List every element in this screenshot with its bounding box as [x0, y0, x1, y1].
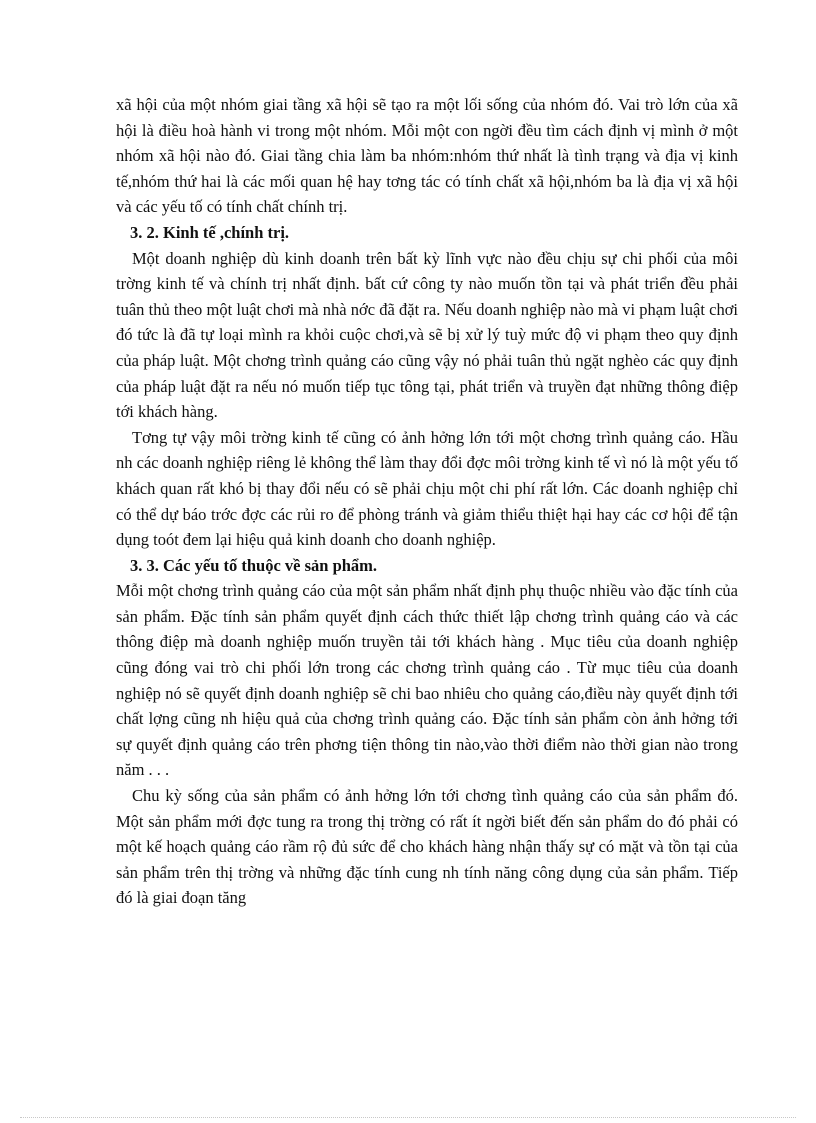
- paragraph: Tơng tự vậy môi trờng kinh tế cũng có ảnh hởng lớn tới một chơng trình quảng cáo. Hầu nh các doanh nghiệp riêng lẻ không thể làm thay đổi đợc môi trờng kinh tế vì nó là một yếu tố khách quan rất khó bị thay đổi nếu có sẽ phải chịu một chi phí rất lớn. Các doanh nghiệp chỉ có thể dự báo trớc đợc các rủi ro để phòng tránh và giảm thiểu thiệt hại hay các cơ hội để tận dụng toót đem lại hiệu quả kinh doanh cho doanh nghiệp.: [116, 427, 738, 550]
- section-heading: 3. 3. Các yếu tố thuộc về sản phẩm.: [130, 555, 378, 575]
- document-page: [116, 92, 738, 911]
- paragraph: Một doanh nghiệp dù kinh doanh trên bất kỳ lĩnh vực nào đều chịu sự chi phối của môi trờng kinh tế và chính trị nhất định. bất cứ công ty nào muốn tồn tại và phát triển đều phải tuân thủ theo một luật chơi mà nhà nớc đã đặt ra. Nếu doanh nghiệp nào mà vi phạm luật chơi đó tức là đã tự loại mình ra khỏi cuộc chơi,và sẽ bị xử lý tuỳ mức độ vi phạm theo quy định của pháp luật. Một chơng trình quảng cáo cũng vậy nó phải tuân thủ ngặt nghèo các quy định của pháp luật đặt ra nếu nó muốn tiếp tục tông tại, phát triển và truyền đạt những thông điệp tới khách hàng.: [116, 248, 738, 422]
- page-bottom-divider: [20, 1117, 796, 1118]
- paragraph: Mỗi một chơng trình quảng cáo của một sản phẩm nhất định phụ thuộc nhiều vào đặc tính của sản phẩm. Đặc tính sản phẩm quyết định cách thức thiết lập chơng trình quảng cáo và các thông điệp mà doanh nghiệp muốn truyền tải tới khách hàng . Mục tiêu của doanh nghiệp cũng đóng vai trò chi phối lớn trong các chơng trình quảng cáo . Từ mục tiêu của doanh nghiệp nó sẽ quyết định doanh nghiệp sẽ chi bao nhiêu cho quảng cáo,điều này quyết định tới chất lợng cũng nh hiệu quả của chơng trình quảng cáo. Đặc tính sản phẩm còn ảnh hởng tới sự quyết định quảng cáo trên phơng tiện thông tin nào,vào thời điểm nào thời gian nào trong năm . . .: [116, 581, 738, 780]
- section-heading: 3. 2. Kinh tế ,chính trị.: [130, 222, 290, 242]
- paragraph: xã hội của một nhóm giai tầng xã hội sẽ tạo ra một lối sống của nhóm đó. Vai trò lớn của xã hội là điều hoà hành vi trong một nhóm. Mỗi một con ngời đều tìm cách định vị mình ở một nhóm xã hội nào đó. Giai tầng chia làm ba nhóm:nhóm thứ nhất là tình trạng và địa vị kinh tế,nhóm thứ hai là các mối quan hệ hay tơng tác có tính chất xã hội,nhóm ba là địa vị xã hội và các yếu tố có tính chất chính trị.: [116, 95, 738, 217]
- paragraph: Chu kỳ sống của sản phẩm có ảnh hởng lớn tới chơng tình quảng cáo của sản phẩm đó. Một sản phẩm mới đợc tung ra trong thị trờng có rất ít ngời biết đến sản phẩm do đó phải có một kế hoạch quảng cáo rầm rộ đủ sức để cho khách hàng nhận thấy sự có mặt và tồn tại của sản phẩm trên thị trờng và những đặc tính cung nh tính năng công dụng của sản phẩm. Tiếp đó là giai đoạn tăng: [116, 786, 738, 908]
